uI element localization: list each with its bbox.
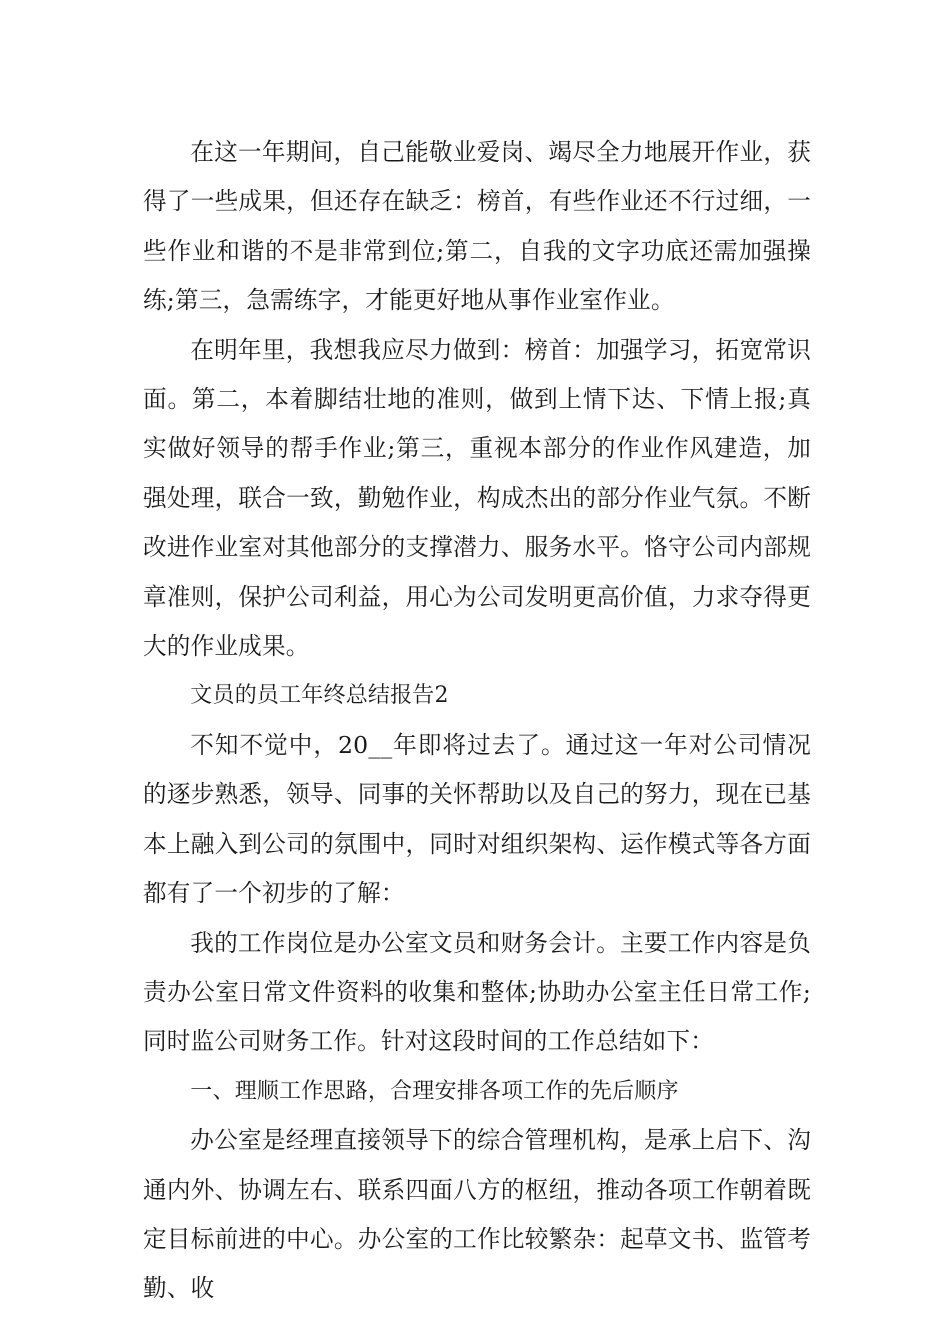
paragraph-office-role: 办公室是经理直接领导下的综合管理机构，是承上启下、沟通内外、协调左右、联系四面八方的枢纽，推动各项工作朝着既定目标前进的中心。办公室的工作比较繁杂：起草文书、监管考勤、收 [143,1126,811,1303]
section-title-report-2: 文员的员工年终总结报告2 [190,683,449,709]
paragraph-next-year-plan: 在明年里，我想我应尽力做到：榜首：加强学习，拓宽常识面。第二，本着脚结壮地的准则，做到上情下达、下情上报;真实做好领导的帮手作业;第三，重视本部分的作业作风建造，加强处理，联合一致，勤勉作业，构成杰出的部分作业气氛。不断改进作业室对其他部分的支撑潜力、服务水平。恪守公司内部规章准则，保护公司利益，用心为公司发明更高价值，力求夺得更大的作业成果。 [143,335,811,661]
paragraph-work-shortcomings: 在这一年期间，自己能敬业爱岗、竭尽全力地展开作业，获得了一些成果，但还存在缺乏：榜首，有些作业还不行过细，一些作业和谐的不是非常到位;第二，自我的文字功底还需加强操练;第三，急需练字，才能更好地从事作业室作业。 [143,138,811,315]
document-page [143,128,811,1314]
paragraph-year-intro: 不知不觉中，20__年即将过去了。通过这一年对公司情况的逐步熟悉，领导、同事的关怀帮助以及自己的努力，现在已基本上融入到公司的氛围中，同时对组织架构、运作模式等各方面都有了一个初步的了解： [143,730,811,908]
paragraph-job-position: 我的工作岗位是办公室文员和财务会计。主要工作内容是负责办公室日常文件资料的收集和整体;协助办公室主任日常工作;同时监公司财务工作。针对这段时间的工作总结如下： [143,928,811,1056]
section-heading-1: 一、理顺工作思路，合理安排各项工作的先后顺序 [190,1078,679,1104]
